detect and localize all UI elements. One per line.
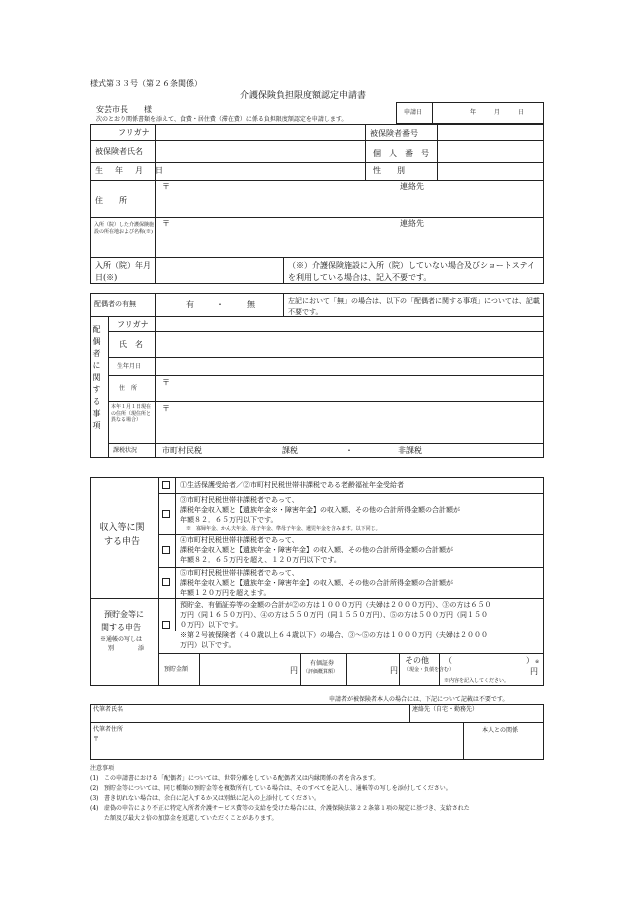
insured-name-field[interactable]	[157, 126, 363, 160]
insured-number-label: 被保険者番号	[370, 129, 418, 138]
addressee: 安芸市長 様	[96, 105, 152, 114]
income-option2-line2: 課税年金収入額と【遺族年金※・障害年金】の収入額、その他の合計所得金額の合計額が	[180, 506, 460, 514]
form-title: 介護保険負担限度額認定申請書	[240, 91, 367, 101]
agent-contact-label: 連絡先（自宅・勤務先）	[412, 706, 479, 713]
note1-text: この申請書における「配偶者」については、世帯分離をしている配偶者又は内縁関係の者を含みます。	[104, 775, 380, 782]
spouse-presence-dot: ・	[216, 300, 224, 309]
intro-text: 次のとおり関係書類を添えて、食費・居住費（滞在費）に係る負担限度額認定を申請します。	[96, 116, 348, 123]
other-note: ※内容を記入してください。	[444, 678, 510, 684]
insured-number-field[interactable]	[439, 126, 542, 139]
date-label: 申請日	[404, 109, 423, 116]
agent-note: 申請者が被保険者本人の場合には、下記について記載は不要です。	[329, 696, 509, 703]
spouse-birth-field[interactable]	[157, 359, 542, 374]
income-section-label-1: 収入等に関する申告	[99, 523, 145, 547]
savings-text-line4: ※第２号被保険者（４０歳以上６４歳以下）の場合、③～⑤の方は１０００万円（夫婦は２０００	[180, 631, 488, 639]
other-asterisk: ※	[535, 659, 540, 665]
facility-postal-mark: 〒	[162, 219, 170, 228]
spouse-address-label: 住 所	[119, 385, 138, 392]
address-contact-label: 連絡先	[400, 182, 424, 191]
insured-name-label: 被保険者氏名	[95, 147, 143, 156]
personal-number-label: 個 人 番 号	[373, 149, 429, 158]
facility-contact-label: 連絡先	[400, 219, 424, 228]
agent-address-label: 代筆者住所	[93, 726, 124, 733]
savings-label-1: 預貯金等に	[104, 610, 144, 619]
income-option2-note: ※ 寡婦年金、かん夫年金、母子年金、準母子年金、遺児年金を含みます。以下同じ。	[186, 526, 381, 532]
spouse-tax-label: 課税状況	[113, 447, 138, 454]
agent-name-label: 代筆者氏名	[93, 706, 124, 713]
address-label: 住 所	[95, 196, 127, 205]
income-option3-line1: ④市町村民税世帯非課税者であって、	[180, 536, 299, 544]
note2-num: (2)	[90, 785, 99, 792]
facility-label: 入所（院）した介護保険施設の所在地および名称(※)	[94, 222, 155, 235]
notes-heading: 注意事項	[90, 765, 115, 772]
note3-text: 書き切れない場合は、余白に記入するか又は別紙に記入の上添付してください。	[104, 795, 321, 802]
facility-field[interactable]	[157, 219, 542, 256]
securities-sub: （評価概算額）	[303, 669, 339, 675]
savings-label-2: 関する申告	[101, 623, 141, 632]
other-paren-close: ）	[526, 656, 534, 665]
spouse-furigana-label: フリガナ	[117, 320, 149, 329]
spouse-prev-address-field[interactable]	[157, 403, 542, 442]
birth-label: 生 年 月 日	[95, 166, 165, 175]
other-paren-open: （	[444, 656, 452, 665]
savings-text-line2: 万円（同１６５０万円）、④の方は５５０万円（同１５５０万円）、⑤の方は５００万円（同１５０	[180, 611, 488, 619]
savings-text-line3: ０万円）以下です。	[180, 621, 243, 629]
admission-date-label: 入所（院）年月日(※)	[95, 261, 151, 282]
income-option4-line3: 年額１２０万円を超えます。	[180, 589, 271, 597]
spouse-tax-municipal: 市町村民税	[162, 446, 202, 455]
birth-field[interactable]	[157, 163, 363, 179]
income-option4-checkbox[interactable]	[162, 578, 170, 586]
securities-label: 有価証券	[310, 660, 335, 667]
address-postal-mark: 〒	[162, 182, 170, 191]
note4-line1: 虚偽の申告により不正に特定入所者介護サービス費等の支給を受けた場合には、介護保険法第２２条第１項の規定に基づき、支給された	[104, 805, 470, 812]
savings-label-3: ※通帳の写しは	[100, 636, 143, 643]
note3-num: (3)	[90, 795, 99, 802]
income-option4-line1: ⑤市町村民税世帯非課税者であって、	[180, 569, 299, 577]
spouse-tax-taxable[interactable]: 課税	[282, 446, 298, 455]
savings-checkbox[interactable]	[162, 621, 170, 629]
spouse-presence-note: 左記において「無」の場合は、以下の「配偶者に関する事項」については、記載不要です。	[288, 297, 540, 316]
savings-text-line5: 万円）以下です。	[180, 641, 236, 649]
admission-note: （※）介護保険施設に入所（院）していない場合及びショートステイを利用している場合は、記入不要です。	[288, 261, 536, 282]
income-option3-checkbox[interactable]	[162, 546, 170, 554]
agent-relation-field[interactable]	[466, 738, 542, 758]
income-option1-text: ①生活保護受給者／②市町村民税世帯非課税である老齢福祉年金受給者	[180, 481, 404, 489]
sex-field[interactable]	[439, 163, 542, 179]
income-option2-checkbox[interactable]	[162, 510, 170, 518]
other-detail-field[interactable]	[452, 655, 524, 667]
deposit-label: 預貯金額	[164, 666, 189, 673]
note2-text: 預貯金等については、同じ種類の預貯金等を複数所有している場合は、そのすべてを記入し、通帳等の写しを添付してください。	[104, 785, 452, 792]
personal-number-field[interactable]	[439, 142, 542, 160]
other-label: その他	[405, 656, 429, 665]
other-sub: （現金・負債を含む）	[404, 667, 455, 673]
income-option4-line2: 課税年金収入額と【遺族年金・障害年金】の収入額、その他の合計所得金額の合計額が	[180, 579, 453, 587]
spouse-name-label: 氏 名	[119, 340, 143, 349]
furigana-label: フリガナ	[118, 128, 150, 137]
form-number: 様式第３３号（第２６条関係）	[90, 79, 202, 88]
spouse-presence-no[interactable]: 無	[247, 300, 255, 309]
agent-relation-label: 本人との関係	[482, 727, 519, 734]
spouse-address-field[interactable]	[157, 377, 542, 400]
address-field[interactable]	[157, 182, 542, 216]
date-field[interactable]: 年 月 日	[470, 109, 525, 116]
spouse-postal-mark: 〒	[162, 378, 170, 387]
savings-text-line1: 預貯金、有価証券等の金額の合計が②の方は１０００万円（夫婦は２０００万円）、③の方は６５０	[180, 601, 492, 609]
sex-label: 性 別	[373, 166, 405, 175]
note1-num: (1)	[90, 775, 99, 782]
other-unit: 円	[530, 667, 538, 676]
spouse-prev-address-label: 本年１月１日現在の住所（現住所と異なる場合）	[111, 404, 152, 423]
spouse-name-field[interactable]	[157, 318, 542, 356]
agent-address-field[interactable]	[104, 736, 459, 758]
spouse-presence-yes[interactable]: 有	[186, 300, 194, 309]
deposit-unit: 円	[290, 666, 298, 675]
income-option2-line3: 年額８２．６５万円以下です。	[180, 516, 278, 524]
income-option1-checkbox[interactable]	[162, 481, 170, 489]
securities-unit: 円	[390, 666, 398, 675]
spouse-birth-label: 生年月日	[117, 363, 142, 370]
income-option3-line2: 課税年金収入額と【遺族年金・障害年金】の収入額、その他の合計所得金額の合計額が	[180, 546, 453, 554]
note4-num: (4)	[90, 805, 99, 812]
note4-line2: た額及び最大２倍の加算金を返還していただくことがあります。	[104, 815, 278, 822]
income-option3-line3: 年額８２．６５万円を超え、１２０万円以下です。	[180, 556, 341, 564]
spouse-tax-nontaxable[interactable]: 非課税	[398, 446, 422, 455]
savings-label-4: 別 添	[108, 645, 145, 652]
spouse-section-label: 配偶者に関する事項	[92, 325, 101, 433]
admission-date-field[interactable]	[157, 258, 282, 283]
spouse-presence-label: 配偶者の有無	[94, 300, 136, 308]
spouse-tax-dot: ・	[345, 446, 353, 455]
agent-name-field[interactable]	[140, 706, 406, 720]
deposit-field[interactable]	[201, 655, 298, 685]
income-option2-line1: ③市町村民税世帯非課税者であって、	[180, 496, 299, 504]
spouse-prev-postal-mark: 〒	[162, 404, 170, 413]
agent-postal-mark: 〒	[93, 736, 100, 743]
